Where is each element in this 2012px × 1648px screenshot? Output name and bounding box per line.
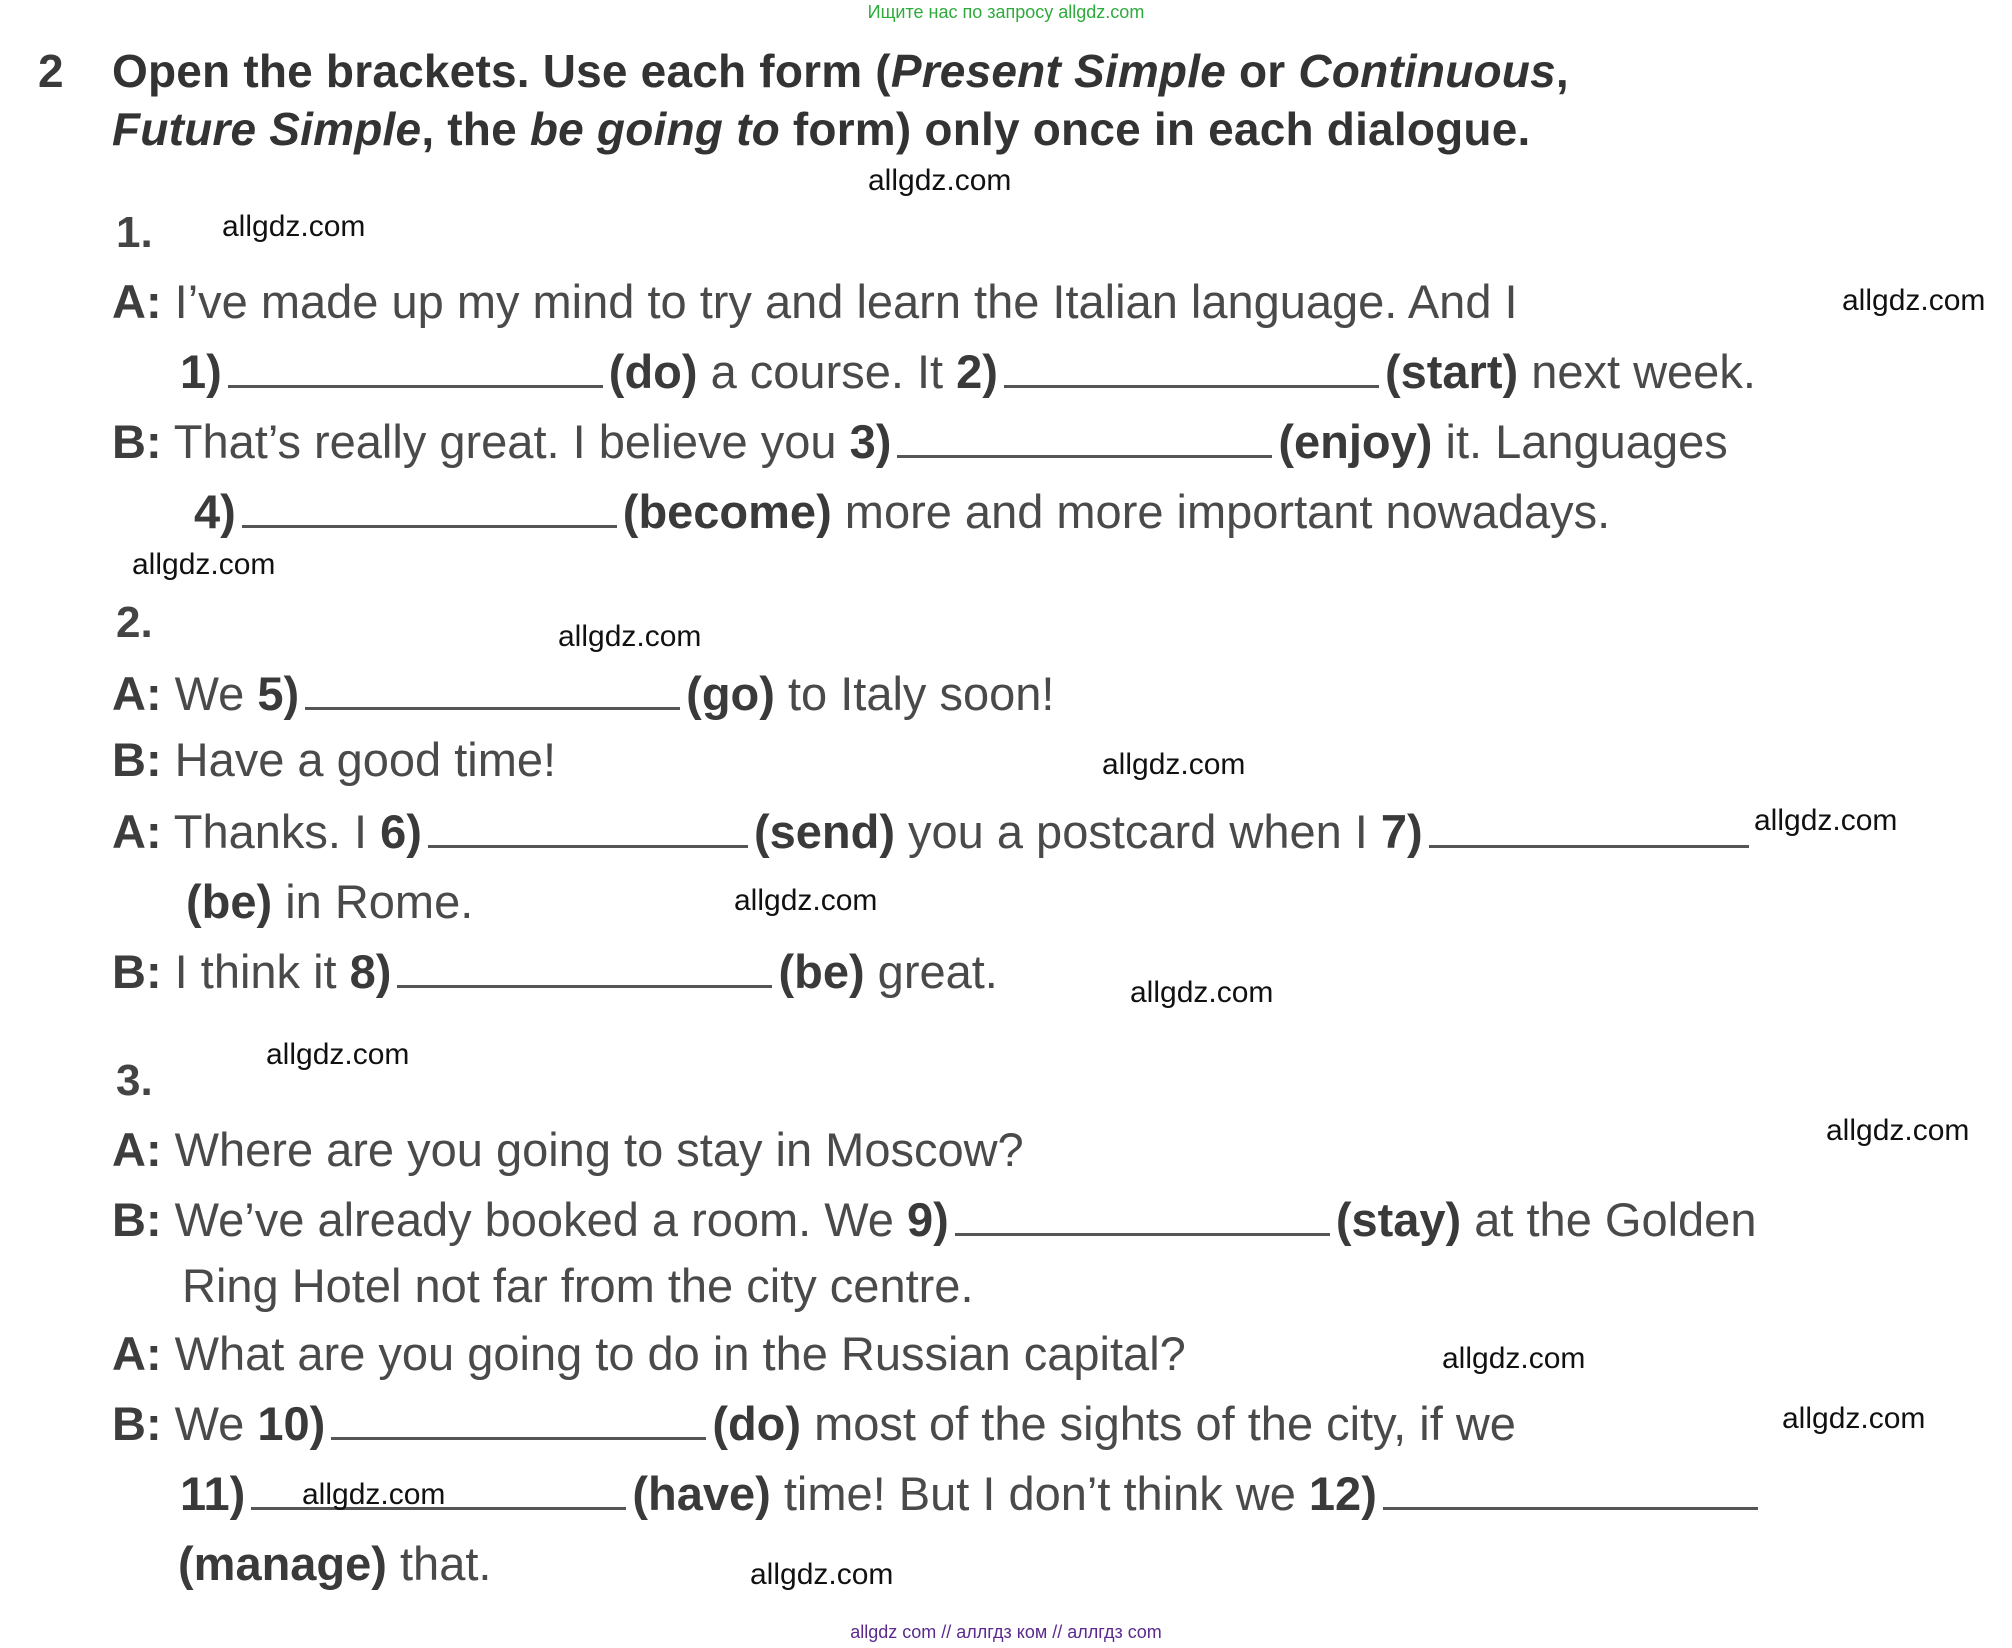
answer-blank-9[interactable] xyxy=(955,1203,1330,1236)
dialogue-3-line-4: A: What are you going to do in the Russian capital? xyxy=(112,1327,1186,1380)
dialogue-2-line-2: B: Have a good time! xyxy=(112,733,557,786)
answer-blank-7[interactable] xyxy=(1429,815,1749,848)
instruction-line-2: Future Simple, the be going to form) only once in each dialogue. xyxy=(112,103,1531,155)
watermark: allgdz.com xyxy=(1442,1342,1586,1375)
answer-blank-12[interactable] xyxy=(1383,1477,1758,1510)
watermark: allgdz.com xyxy=(734,884,878,917)
dialogue-3-line-1: A: Where are you going to stay in Moscow? xyxy=(112,1123,1024,1176)
watermark: allgdz.com xyxy=(1826,1114,1970,1147)
watermark: allgdz.com xyxy=(1102,748,1246,781)
watermark: allgdz.com xyxy=(1842,284,1986,317)
dialogue-1-number: 1. xyxy=(116,208,153,257)
answer-blank-3[interactable] xyxy=(897,425,1272,458)
dialogue-3-line-3: Ring Hotel not far from the city centre. xyxy=(182,1259,974,1312)
dialogue-3-line-5: B: We 10) (do) most of the sights of the city, if we xyxy=(112,1397,1516,1450)
dialogue-3-line-6: 11) (have) time! But I don’t think we 12) xyxy=(180,1466,1764,1521)
dialogue-3-line-2: B: We’ve already booked a room. We 9) (stay) at the Golden xyxy=(112,1193,1757,1246)
answer-blank-4[interactable] xyxy=(242,495,617,528)
dialogue-2-line-5: B: I think it 8) (be) great. xyxy=(112,945,998,998)
dialogue-3-line-7: (manage) that. xyxy=(178,1537,492,1590)
answer-blank-8[interactable] xyxy=(397,955,772,988)
dialogue-2-line-4: (be) in Rome. xyxy=(186,875,474,928)
dialogue-3-number: 3. xyxy=(116,1056,153,1105)
answer-blank-1[interactable] xyxy=(228,355,603,388)
watermark: allgdz.com xyxy=(222,210,366,243)
dialogue-1-line-1: A: I’ve made up my mind to try and learn the Italian language. And I xyxy=(112,275,1518,328)
answer-blank-10[interactable] xyxy=(331,1407,706,1440)
dialogue-2-line-3: A: Thanks. I 6) (send) you a postcard when I 7) xyxy=(112,804,1755,859)
exercise-number: 2 xyxy=(38,45,64,97)
bottom-banner: allgdz com // аллгдз ком // аллгдз com xyxy=(850,1622,1162,1642)
watermark: allgdz.com xyxy=(868,164,1012,197)
answer-blank-2[interactable] xyxy=(1004,355,1379,388)
watermark: allgdz.com xyxy=(1782,1402,1926,1435)
instruction-line-1: Open the brackets. Use each form (Present Simple or Continuous, xyxy=(112,45,1569,97)
dialogue-1-line-2: 1) (do) a course. It 2) (start) next week. xyxy=(180,345,1756,398)
top-banner: Ищите нас по запросу allgdz.com xyxy=(867,2,1145,22)
watermark: allgdz.com xyxy=(132,548,276,581)
watermark: allgdz.com xyxy=(750,1558,894,1591)
dialogue-2-number: 2. xyxy=(116,598,153,647)
watermark: allgdz.com xyxy=(1754,804,1898,837)
watermark: allgdz.com xyxy=(266,1038,410,1071)
answer-blank-5[interactable] xyxy=(305,677,680,710)
dialogue-1-line-4: 4) (become) more and more important nowadays. xyxy=(194,485,1611,538)
dialogue-2-line-1: A: We 5) (go) to Italy soon! xyxy=(112,667,1055,720)
answer-blank-6[interactable] xyxy=(428,815,748,848)
watermark: allgdz.com xyxy=(1130,976,1274,1009)
watermark: allgdz.com xyxy=(558,620,702,653)
watermark: allgdz.com xyxy=(302,1478,446,1511)
dialogue-1-line-3: B: That’s really great. I believe you 3) (enjoy) it. Languages xyxy=(112,415,1728,468)
